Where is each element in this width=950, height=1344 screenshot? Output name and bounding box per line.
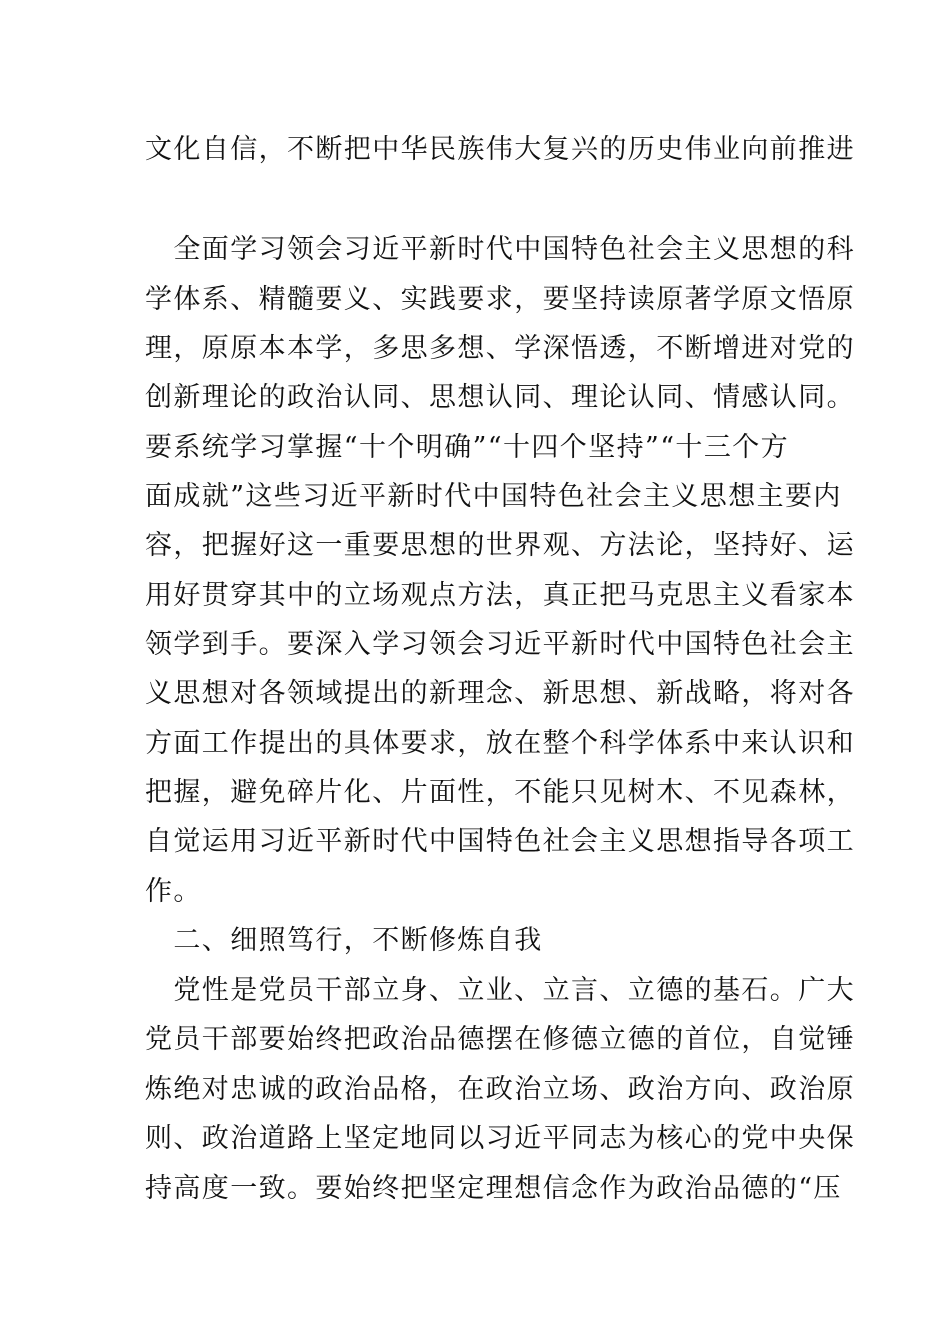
- text-line: 炼绝对忠诚的政治品格，在政治立场、政治方向、政治原: [145, 1074, 855, 1105]
- text-line: 创新理论的政治认同、思想认同、理论认同、情感认同。: [145, 382, 855, 413]
- text-line: 党员干部要始终把政治品德摆在修德立德的首位，自觉锤: [145, 1024, 855, 1055]
- text-line: 要系统学习掌握“十个明确”“十四个坚持”“十三个方: [145, 432, 790, 463]
- text-line: 理，原原本本学，多思多想、学深悟透，不断增进对党的: [145, 333, 855, 364]
- text-line: 把握，避免碎片化、片面性，不能只见树木、不见森林，: [145, 777, 855, 808]
- text-line: 党性是党员干部立身、立业、立言、立德的基石。广大: [145, 975, 855, 1006]
- text-line: 方面工作提出的具体要求，放在整个科学体系中来认识和: [145, 728, 855, 759]
- text-line: 作。: [145, 876, 202, 907]
- section-heading: 二、细照笃行，不断修炼自我: [145, 925, 543, 956]
- text-line: 自觉运用习近平新时代中国特色社会主义思想指导各项工: [145, 826, 855, 857]
- text-line: 容，把握好这一重要思想的世界观、方法论，坚持好、运: [145, 530, 855, 561]
- text-line: 面成就”这些习近平新时代中国特色社会主义思想主要内: [145, 481, 842, 512]
- text-line: 用好贯穿其中的立场观点方法，真正把马克思主义看家本: [145, 580, 855, 611]
- text-line: 义思想对各领域提出的新理念、新思想、新战略，将对各: [145, 678, 855, 709]
- text-line: 则、政治道路上坚定地同以习近平同志为核心的党中央保: [145, 1123, 855, 1154]
- text-line: 全面学习领会习近平新时代中国特色社会主义思想的科: [145, 234, 855, 265]
- text-line: 领学到手。要深入学习领会习近平新时代中国特色社会主: [145, 629, 855, 660]
- text-line: 持高度一致。要始终把坚定理想信念作为政治品德的“压: [145, 1173, 842, 1204]
- text-line: 文化自信，不断把中华民族伟大复兴的历史伟业向前推进: [145, 134, 855, 165]
- text-line: 学体系、精髓要义、实践要求，要坚持读原著学原文悟原: [145, 284, 855, 315]
